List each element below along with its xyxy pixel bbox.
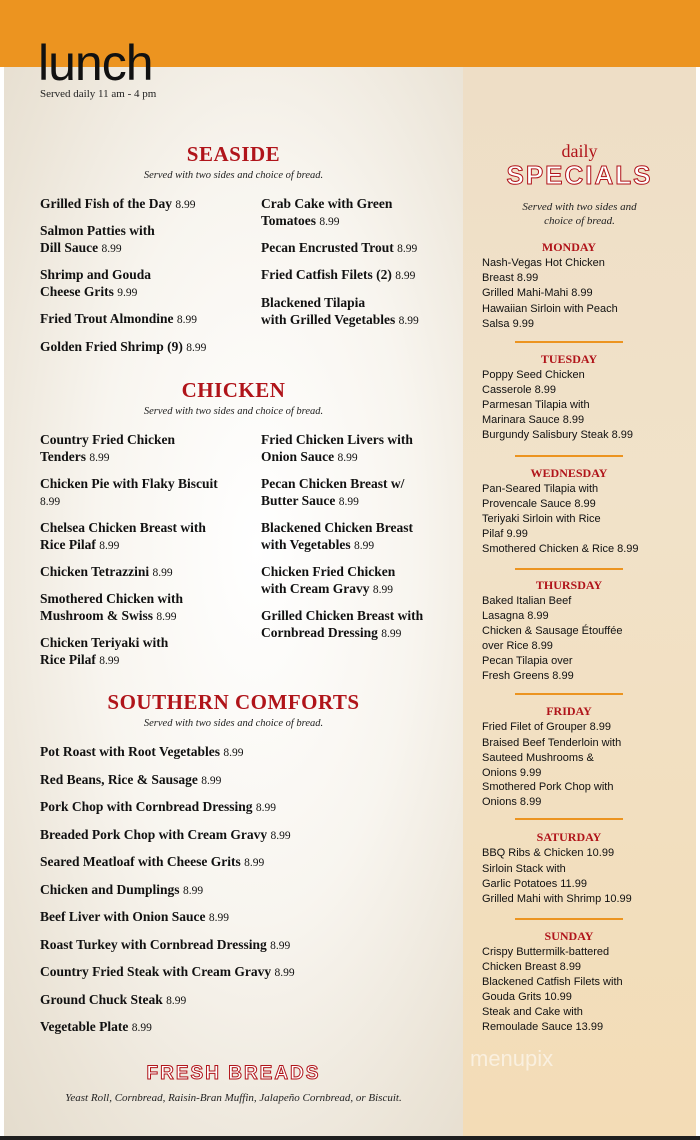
day-heading-saturday: SATURDAY xyxy=(536,830,602,844)
watermark: menupix xyxy=(470,1046,554,1071)
special-item: Pecan Tilapia over Fresh Greens 8.99 xyxy=(482,655,574,682)
special-item: Crispy Buttermilk-battered Chicken Breast 8.99 xyxy=(482,946,610,973)
special-item: Baked Italian Beef Lasagna 8.99 xyxy=(482,595,572,622)
day-heading-wednesday: WEDNESDAY xyxy=(530,466,608,480)
southern-comforts-note: Served with two sides and choice of bread. xyxy=(143,718,324,729)
menu-item: Grilled Fish of the Day 8.99 xyxy=(40,196,196,211)
menu-item: Breaded Pork Chop with Cream Gravy 8.99 xyxy=(40,827,291,842)
divider xyxy=(515,568,623,570)
menu-item: Chelsea Chicken Breast with Rice Pilaf 8.99 xyxy=(40,520,206,552)
special-item: Parmesan Tilapia with Marinara Sauce 8.99 xyxy=(482,399,590,426)
menu-item: Beef Liver with Onion Sauce 8.99 xyxy=(40,909,230,924)
divider xyxy=(515,693,623,695)
fresh-breads-list: Yeast Roll, Cornbread, Raisin-Bran Muffin, Jalapeño Cornbread, or Biscuit. xyxy=(65,1092,402,1104)
menu-item: Seared Meatloaf with Cheese Grits 8.99 xyxy=(40,854,265,869)
day-heading-sunday: SUNDAY xyxy=(544,929,594,943)
day-heading-thursday: THURSDAY xyxy=(535,578,603,592)
special-item: Pan-Seared Tilapia with Provencale Sauce 8.99 xyxy=(482,483,599,510)
menu-item: Fried Catfish Filets (2) 8.99 xyxy=(261,267,416,282)
menu-item: Roast Turkey with Cornbread Dressing 8.99 xyxy=(40,937,291,952)
divider xyxy=(515,455,623,457)
special-item: Braised Beef Tenderloin with Sauteed Mushrooms & Onions 9.99 xyxy=(482,737,622,779)
menu-item: Chicken and Dumplings 8.99 xyxy=(40,882,204,897)
menu-item: Shrimp and Gouda Cheese Grits 9.99 xyxy=(40,267,152,299)
fresh-breads-title: FRESH BREADS xyxy=(146,1063,321,1084)
menu-item: Ground Chuck Steak 8.99 xyxy=(40,992,187,1007)
divider xyxy=(515,341,623,343)
menu-item: Fried Chicken Livers with Onion Sauce 8.99 xyxy=(261,432,413,464)
special-item: Blackened Catfish Filets with Gouda Grits 10.99 xyxy=(482,976,623,1003)
day-heading-friday: FRIDAY xyxy=(546,704,592,718)
menu-item: Pecan Chicken Breast w/ Butter Sauce 8.99 xyxy=(261,476,405,508)
menu-item: Pork Chop with Cornbread Dressing 8.99 xyxy=(40,799,277,814)
special-item: Hawaiian Sirloin with Peach Salsa 9.99 xyxy=(482,303,618,330)
menu-item: Blackened Tilapia with Grilled Vegetables 8.99 xyxy=(261,295,419,327)
page-subtitle: Served daily 11 am - 4 pm xyxy=(40,88,157,100)
bottom-border xyxy=(0,1136,700,1140)
chicken-title: CHICKEN xyxy=(181,378,286,402)
special-item: Smothered Pork Chop with Onions 8.99 xyxy=(482,781,614,808)
divider xyxy=(515,818,623,820)
specials-note: Served with two sides and choice of bread. xyxy=(522,201,637,227)
special-item: BBQ Ribs & Chicken 10.99 xyxy=(482,847,615,859)
menu-item: Red Beans, Rice & Sausage 8.99 xyxy=(40,772,222,787)
menu-item: Chicken Fried Chicken with Cream Gravy 8.99 xyxy=(261,564,396,596)
menu-item: Crab Cake with Green Tomatoes 8.99 xyxy=(261,196,393,228)
divider xyxy=(515,918,623,920)
special-item: Chicken & Sausage Étouffée over Rice 8.99 xyxy=(482,625,623,652)
menu-item: Salmon Patties with Dill Sauce 8.99 xyxy=(40,223,155,255)
special-item: Fried Filet of Grouper 8.99 xyxy=(482,721,612,733)
special-item: Burgundy Salisbury Steak 8.99 xyxy=(482,429,634,441)
specials-title: SPECIALS xyxy=(506,160,653,190)
menu-item: Pot Roast with Root Vegetables 8.99 xyxy=(40,744,244,759)
menu-item: Blackened Chicken Breast with Vegetables 8.99 xyxy=(261,520,414,552)
page-title: lunch xyxy=(38,35,153,91)
menu-item: Chicken Tetrazzini 8.99 xyxy=(40,564,173,579)
chicken-note: Served with two sides and choice of bread. xyxy=(143,406,324,417)
menu-item: Chicken Teriyaki with Rice Pilaf 8.99 xyxy=(40,635,169,667)
day-heading-tuesday: TUESDAY xyxy=(540,352,598,366)
special-item: Smothered Chicken & Rice 8.99 xyxy=(482,543,639,555)
seaside-title: SEASIDE xyxy=(186,142,281,166)
menu-item: Smothered Chicken with Mushroom & Swiss 8.99 xyxy=(40,591,184,623)
menu-item: Fried Trout Almondine 8.99 xyxy=(40,311,198,326)
daily-label: daily xyxy=(561,141,598,161)
menu-item: Country Fried Steak with Cream Gravy 8.99 xyxy=(40,964,295,979)
menu-item: Pecan Encrusted Trout 8.99 xyxy=(261,240,418,255)
special-item: Nash-Vegas Hot Chicken Breast 8.99 xyxy=(482,257,605,284)
menu-item: Country Fried Chicken Tenders 8.99 xyxy=(40,432,175,464)
special-item: Grilled Mahi with Shrimp 10.99 xyxy=(482,893,632,905)
special-item: Teriyaki Sirloin with Rice Pilaf 9.99 xyxy=(482,513,601,540)
menu-item: Grilled Chicken Breast with Cornbread Dressing 8.99 xyxy=(261,608,424,640)
menu-item: Chicken Pie with Flaky Biscuit 8.99 xyxy=(40,476,218,508)
day-heading-monday: MONDAY xyxy=(541,240,597,254)
seaside-note: Served with two sides and choice of bread. xyxy=(143,170,324,181)
menu-item: Vegetable Plate 8.99 xyxy=(40,1019,152,1034)
southern-comforts-title: SOUTHERN COMFORTS xyxy=(107,690,360,714)
special-item: Poppy Seed Chicken Casserole 8.99 xyxy=(482,369,585,396)
special-item: Sirloin Stack with Garlic Potatoes 11.99 xyxy=(482,863,587,890)
menu-item: Golden Fried Shrimp (9) 8.99 xyxy=(40,339,207,354)
special-item: Grilled Mahi-Mahi 8.99 xyxy=(482,287,593,299)
special-item: Steak and Cake with Remoulade Sauce 13.99 xyxy=(482,1006,604,1033)
